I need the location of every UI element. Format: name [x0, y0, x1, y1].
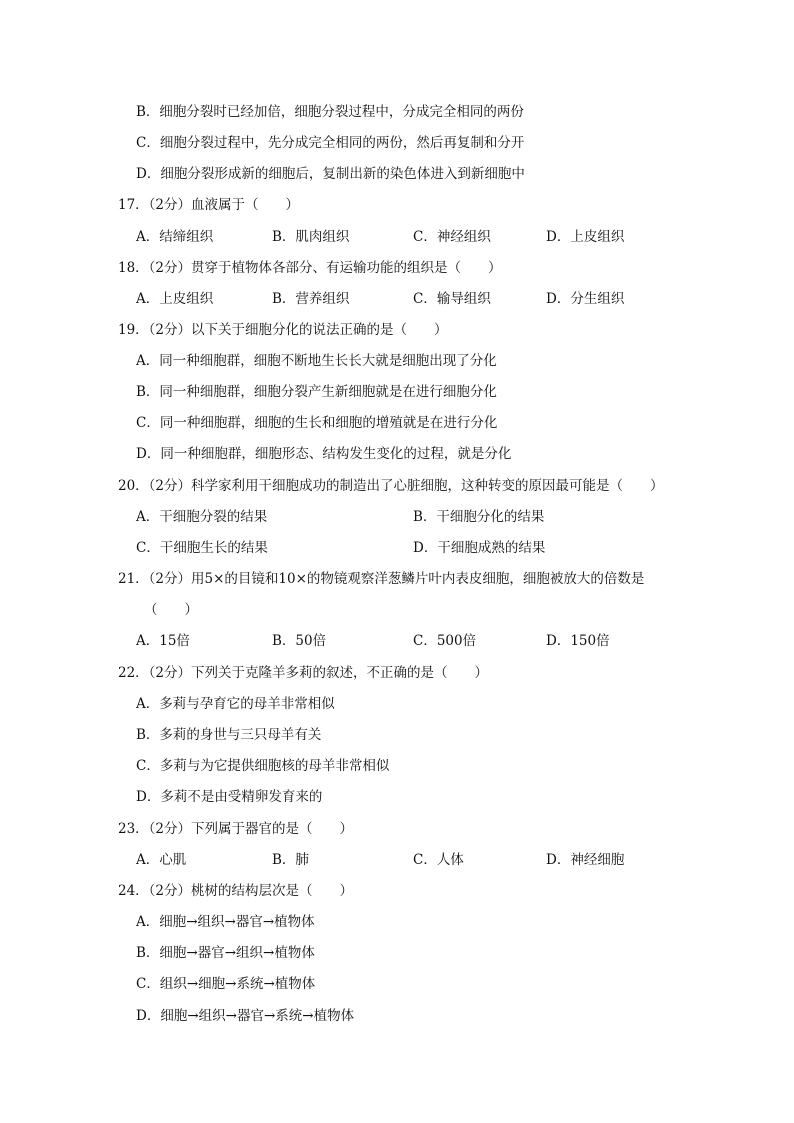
q24-option-a: A．细胞→组织→器官→植物体: [136, 914, 315, 930]
q18-option-a: A．上皮组织: [136, 291, 214, 307]
q18-option-b: B．营养组织: [272, 291, 350, 307]
q22-option-d: D．多莉不是由受精卵发育来的: [136, 789, 323, 805]
q22-option-a: A．多莉与孕育它的母羊非常相似: [136, 696, 335, 712]
q20-option-c: C．干细胞生长的结果: [136, 540, 268, 556]
q19-option-d: D．同一种细胞群，细胞形态、结构发生变化的过程，就是分化: [136, 446, 512, 462]
q20-stem: 20．（2分）科学家利用干细胞成功的制造出了心脏细胞，这种转变的原因最可能是（ ）: [118, 478, 664, 494]
q17-option-d: D．上皮组织: [546, 229, 625, 245]
q23-option-c: C．人体: [413, 852, 464, 868]
q17-stem: 17．（2分）血液属于（ ）: [118, 197, 300, 213]
q20-option-b: B．干细胞分化的结果: [413, 509, 545, 525]
q21-option-b: B．50倍: [272, 633, 327, 649]
q17-option-b: B．肌肉组织: [272, 229, 350, 245]
q23-option-b: B．肺: [272, 852, 309, 868]
q22-option-c: C．多莉与为它提供细胞核的母羊非常相似: [136, 758, 390, 774]
q21-option-c: C．500倍: [413, 633, 477, 649]
q17-option-a: A．结缔组织: [136, 229, 214, 245]
q21-stem: 21．（2分）用5×的目镜和10×的物镜观察洋葱鳞片叶内表皮细胞，细胞被放大的倍数是: [118, 571, 645, 587]
q16-option-d: D．细胞分裂形成新的细胞后，复制出新的染色体进入到新细胞中: [136, 166, 525, 182]
q18-stem: 18．（2分）贯穿于植物体各部分、有运输功能的组织是（ ）: [118, 260, 502, 276]
q20-option-d: D．干细胞成熟的结果: [413, 540, 546, 556]
q17-option-c: C．神经组织: [413, 229, 491, 245]
q24-stem: 24．（2分）桃树的结构层次是（ ）: [118, 883, 354, 899]
q18-option-d: D．分生组织: [546, 291, 625, 307]
q21-stem-cont: （ ）: [144, 602, 198, 618]
q24-option-d: D．细胞→组织→器官→系统→植物体: [136, 1008, 355, 1024]
q16-option-b: B．细胞分裂时已经加倍，细胞分裂过程中，分成完全相同的两份: [136, 104, 524, 120]
q21-option-d: D．150倍: [546, 633, 610, 649]
q19-option-b: B．同一种细胞群，细胞分裂产生新细胞就是在进行细胞分化: [136, 384, 497, 400]
q19-option-c: C．同一种细胞群，细胞的生长和细胞的增殖就是在进行分化: [136, 415, 498, 431]
q20-option-a: A．干细胞分裂的结果: [136, 509, 268, 525]
q19-option-a: A．同一种细胞群，细胞不断地生长长大就是细胞出现了分化: [136, 353, 497, 369]
q22-stem: 22．（2分）下列关于克隆羊多莉的叙述，不正确的是（ ）: [118, 665, 489, 681]
q24-option-c: C．组织→细胞→系统→植物体: [136, 976, 316, 992]
q21-option-a: A．15倍: [136, 633, 190, 649]
q23-stem: 23．（2分）下列属于器官的是（ ）: [118, 821, 354, 837]
q24-option-b: B．细胞→器官→组织→植物体: [136, 945, 315, 961]
q18-option-c: C．输导组织: [413, 291, 491, 307]
q23-option-a: A．心肌: [136, 852, 187, 868]
q23-option-d: D．神经细胞: [546, 852, 625, 868]
q19-stem: 19．（2分）以下关于细胞分化的说法正确的是（ ）: [118, 322, 448, 338]
q16-option-c: C．细胞分裂过程中，先分成完全相同的两份，然后再复制和分开: [136, 135, 525, 151]
q22-option-b: B．多莉的身世与三只母羊有关: [136, 727, 322, 743]
